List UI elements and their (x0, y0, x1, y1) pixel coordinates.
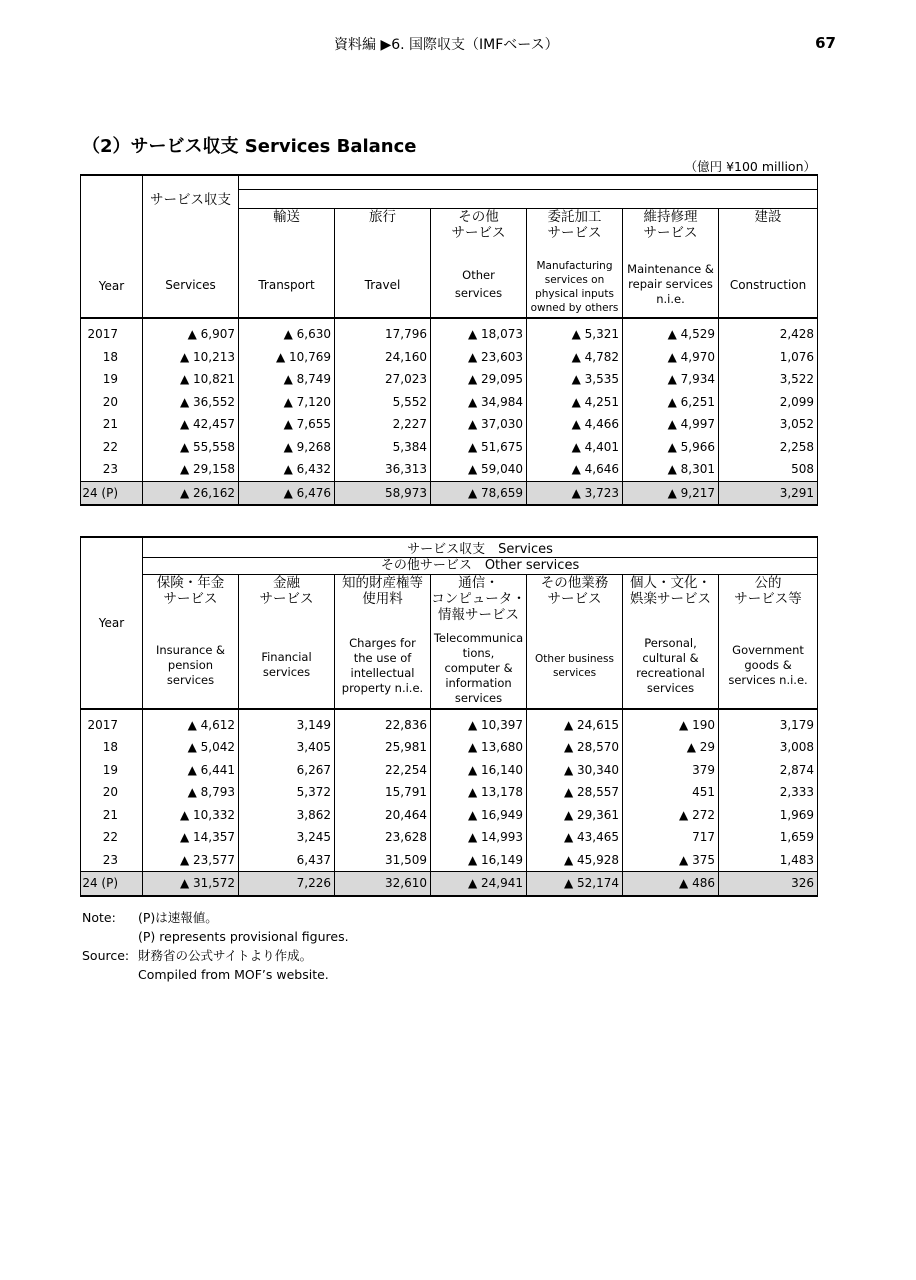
value-cell: ▲ 28,570 (527, 736, 623, 759)
value-cell: ▲ 5,321 (527, 318, 623, 346)
value-cell: ▲ 4,251 (527, 391, 623, 414)
value-cell: 379 (623, 759, 719, 782)
maintenance-header: 維持修理 サービス Maintenance & repair services n.i.e. (623, 208, 719, 318)
value-cell: ▲ 10,213 (143, 346, 239, 369)
value-cell: 15,791 (335, 781, 431, 804)
value-cell: ▲ 14,357 (143, 826, 239, 849)
value-cell: ▲ 34,984 (431, 391, 527, 414)
source-en: Compiled from MOF’s website. (138, 967, 329, 982)
value-cell: ▲ 6,907 (143, 318, 239, 346)
value-cell: 3,405 (239, 736, 335, 759)
table-row (81, 781, 818, 804)
value-cell: ▲ 5,966 (623, 436, 719, 459)
value-cell: ▲ 8,301 (623, 458, 719, 481)
telecom-header: 通信・ コンピュータ・ 情報サービス Telecommunica tions, computer & information services (431, 575, 527, 709)
table-row (81, 481, 818, 505)
value-cell: ▲ 14,993 (431, 826, 527, 849)
source-label: Source: (82, 948, 130, 963)
travel-header: 旅行 Travel (335, 208, 431, 318)
year-cell: 20 (81, 391, 143, 414)
value-cell: ▲ 23,603 (431, 346, 527, 369)
table-row (81, 849, 818, 872)
value-cell: ▲ 18,073 (431, 318, 527, 346)
value-cell: ▲ 29,361 (527, 804, 623, 827)
insurance-header: 保険・年金 サービス Insurance & pension services (143, 575, 239, 709)
value-cell: 27,023 (335, 368, 431, 391)
value-cell: ▲ 6,476 (239, 481, 335, 505)
value-cell: ▲ 23,577 (143, 849, 239, 872)
notes (82, 908, 349, 984)
value-cell: ▲ 16,140 (431, 759, 527, 782)
transport-header: 輸送 Transport (239, 208, 335, 318)
value-cell: ▲ 24,941 (431, 872, 527, 896)
value-cell: ▲ 6,251 (623, 391, 719, 414)
year-cell: 21 (81, 413, 143, 436)
value-cell: 3,862 (239, 804, 335, 827)
year-cell: 23 (81, 849, 143, 872)
source-jp: 財務省の公式サイトより作成。 (138, 948, 313, 963)
value-cell: ▲ 13,178 (431, 781, 527, 804)
note-en: (P) represents provisional figures. (138, 929, 349, 944)
value-cell: 5,384 (335, 436, 431, 459)
value-cell: ▲ 3,723 (527, 481, 623, 505)
year-cell: 2017 (81, 318, 143, 346)
other-services-table (80, 536, 818, 897)
value-cell: ▲ 4,997 (623, 413, 719, 436)
value-cell: ▲ 7,120 (239, 391, 335, 414)
value-cell: 36,313 (335, 458, 431, 481)
value-cell: ▲ 55,558 (143, 436, 239, 459)
value-cell: 508 (719, 458, 818, 481)
value-cell: ▲ 24,615 (527, 709, 623, 737)
value-cell: 1,969 (719, 804, 818, 827)
value-cell: ▲ 6,432 (239, 458, 335, 481)
year-cell: 18 (81, 346, 143, 369)
value-cell: ▲ 3,535 (527, 368, 623, 391)
value-cell: ▲ 42,457 (143, 413, 239, 436)
table-row (81, 709, 818, 737)
value-cell: ▲ 8,749 (239, 368, 335, 391)
value-cell: ▲ 7,655 (239, 413, 335, 436)
value-cell: ▲ 4,401 (527, 436, 623, 459)
value-cell: ▲ 16,149 (431, 849, 527, 872)
section-title: （2）サービス収支 Services Balance (82, 136, 417, 157)
value-cell: 451 (623, 781, 719, 804)
note-label: Note: (82, 910, 116, 925)
value-cell: ▲ 45,928 (527, 849, 623, 872)
value-cell: ▲ 78,659 (431, 481, 527, 505)
value-cell: ▲ 26,162 (143, 481, 239, 505)
table-row (81, 804, 818, 827)
value-cell: ▲ 31,572 (143, 872, 239, 896)
year-cell: 24 (P) (81, 481, 143, 505)
year-header-2: Year (81, 537, 143, 709)
value-cell: ▲ 36,552 (143, 391, 239, 414)
table-row (81, 318, 818, 346)
value-cell: 7,226 (239, 872, 335, 896)
value-cell: ▲ 4,646 (527, 458, 623, 481)
value-cell: ▲ 51,675 (431, 436, 527, 459)
value-cell: 58,973 (335, 481, 431, 505)
value-cell: 6,267 (239, 759, 335, 782)
year-cell: 23 (81, 458, 143, 481)
value-cell: 2,099 (719, 391, 818, 414)
value-cell: ▲ 59,040 (431, 458, 527, 481)
unit-label: （億円 ¥100 million） (684, 159, 816, 174)
value-cell: 31,509 (335, 849, 431, 872)
year-cell: 2017 (81, 709, 143, 737)
value-cell: ▲ 7,934 (623, 368, 719, 391)
construction-header: 建設 Construction (719, 208, 818, 318)
value-cell: ▲ 4,782 (527, 346, 623, 369)
table-row (81, 759, 818, 782)
ip-charges-header: 知的財産権等 使用料 Charges for the use of intellectual property n.i.e. (335, 575, 431, 709)
value-cell: ▲ 28,557 (527, 781, 623, 804)
value-cell: 2,874 (719, 759, 818, 782)
services-balance-table (80, 174, 818, 506)
manufacturing-header: 委託加工 サービス Manufacturing services on physical inputs owned by others (527, 208, 623, 318)
table-row (81, 826, 818, 849)
value-cell: 3,245 (239, 826, 335, 849)
table-row (81, 391, 818, 414)
year-cell: 21 (81, 804, 143, 827)
value-cell: ▲ 375 (623, 849, 719, 872)
value-cell: ▲ 5,042 (143, 736, 239, 759)
services-header-en: Services (143, 208, 239, 318)
value-cell: 326 (719, 872, 818, 896)
value-cell: ▲ 29,158 (143, 458, 239, 481)
value-cell: 3,522 (719, 368, 818, 391)
value-cell: 2,333 (719, 781, 818, 804)
value-cell: 2,258 (719, 436, 818, 459)
value-cell: 2,428 (719, 318, 818, 346)
page-header (0, 34, 916, 54)
value-cell: 3,052 (719, 413, 818, 436)
table-row (81, 346, 818, 369)
services-top-header: サービス収支 Services (143, 537, 818, 558)
value-cell: ▲ 13,680 (431, 736, 527, 759)
year-cell: 18 (81, 736, 143, 759)
value-cell: ▲ 9,268 (239, 436, 335, 459)
table-row (81, 368, 818, 391)
value-cell: ▲ 29 (623, 736, 719, 759)
value-cell: ▲ 6,441 (143, 759, 239, 782)
year-cell: 22 (81, 436, 143, 459)
value-cell: ▲ 10,821 (143, 368, 239, 391)
value-cell: ▲ 272 (623, 804, 719, 827)
value-cell: 3,008 (719, 736, 818, 759)
table-row (81, 436, 818, 459)
value-cell: ▲ 4,612 (143, 709, 239, 737)
value-cell: 25,981 (335, 736, 431, 759)
personal-cultural-header: 個人・文化・ 娯楽サービス Personal, cultural & recreational services (623, 575, 719, 709)
page-title: 資料編 ▶6. 国際収支（IMFベース） (334, 37, 559, 53)
table-row (81, 872, 818, 896)
note-jp: (P)は速報値。 (138, 910, 218, 925)
value-cell: ▲ 9,217 (623, 481, 719, 505)
other-services-sub-header: その他サービス Other services (143, 558, 818, 575)
value-cell: 3,179 (719, 709, 818, 737)
value-cell: 3,149 (239, 709, 335, 737)
value-cell: ▲ 10,769 (239, 346, 335, 369)
year-cell: 19 (81, 368, 143, 391)
value-cell: ▲ 29,095 (431, 368, 527, 391)
value-cell: ▲ 37,030 (431, 413, 527, 436)
other-business-header: その他業務 サービス Other business services (527, 575, 623, 709)
table-row (81, 458, 818, 481)
year-header: Year (81, 175, 143, 318)
value-cell: ▲ 8,793 (143, 781, 239, 804)
value-cell: 22,836 (335, 709, 431, 737)
value-cell: ▲ 4,529 (623, 318, 719, 346)
value-cell: ▲ 10,332 (143, 804, 239, 827)
value-cell: 5,552 (335, 391, 431, 414)
value-cell: ▲ 30,340 (527, 759, 623, 782)
year-cell: 19 (81, 759, 143, 782)
value-cell: 5,372 (239, 781, 335, 804)
other-services-header: その他 サービス Other services (431, 208, 527, 318)
value-cell: 3,291 (719, 481, 818, 505)
value-cell: ▲ 4,466 (527, 413, 623, 436)
value-cell: 6,437 (239, 849, 335, 872)
year-cell: 20 (81, 781, 143, 804)
value-cell: ▲ 486 (623, 872, 719, 896)
services-header-jp: サービス収支 (150, 192, 231, 208)
value-cell: 20,464 (335, 804, 431, 827)
value-cell: 23,628 (335, 826, 431, 849)
value-cell: ▲ 16,949 (431, 804, 527, 827)
value-cell: ▲ 4,970 (623, 346, 719, 369)
value-cell: ▲ 6,630 (239, 318, 335, 346)
year-cell: 22 (81, 826, 143, 849)
value-cell: 1,483 (719, 849, 818, 872)
value-cell: 717 (623, 826, 719, 849)
value-cell: 22,254 (335, 759, 431, 782)
value-cell: ▲ 190 (623, 709, 719, 737)
government-header: 公的 サービス等 Government goods & services n.i.e. (719, 575, 818, 709)
table-row (81, 413, 818, 436)
page-number: 67 (815, 34, 836, 52)
value-cell: ▲ 52,174 (527, 872, 623, 896)
value-cell: ▲ 10,397 (431, 709, 527, 737)
year-cell: 24 (P) (81, 872, 143, 896)
value-cell: 17,796 (335, 318, 431, 346)
table-row (81, 736, 818, 759)
value-cell: 2,227 (335, 413, 431, 436)
value-cell: 24,160 (335, 346, 431, 369)
value-cell: 1,659 (719, 826, 818, 849)
financial-header: 金融 サービス Financial services (239, 575, 335, 709)
value-cell: 32,610 (335, 872, 431, 896)
value-cell: ▲ 43,465 (527, 826, 623, 849)
value-cell: 1,076 (719, 346, 818, 369)
